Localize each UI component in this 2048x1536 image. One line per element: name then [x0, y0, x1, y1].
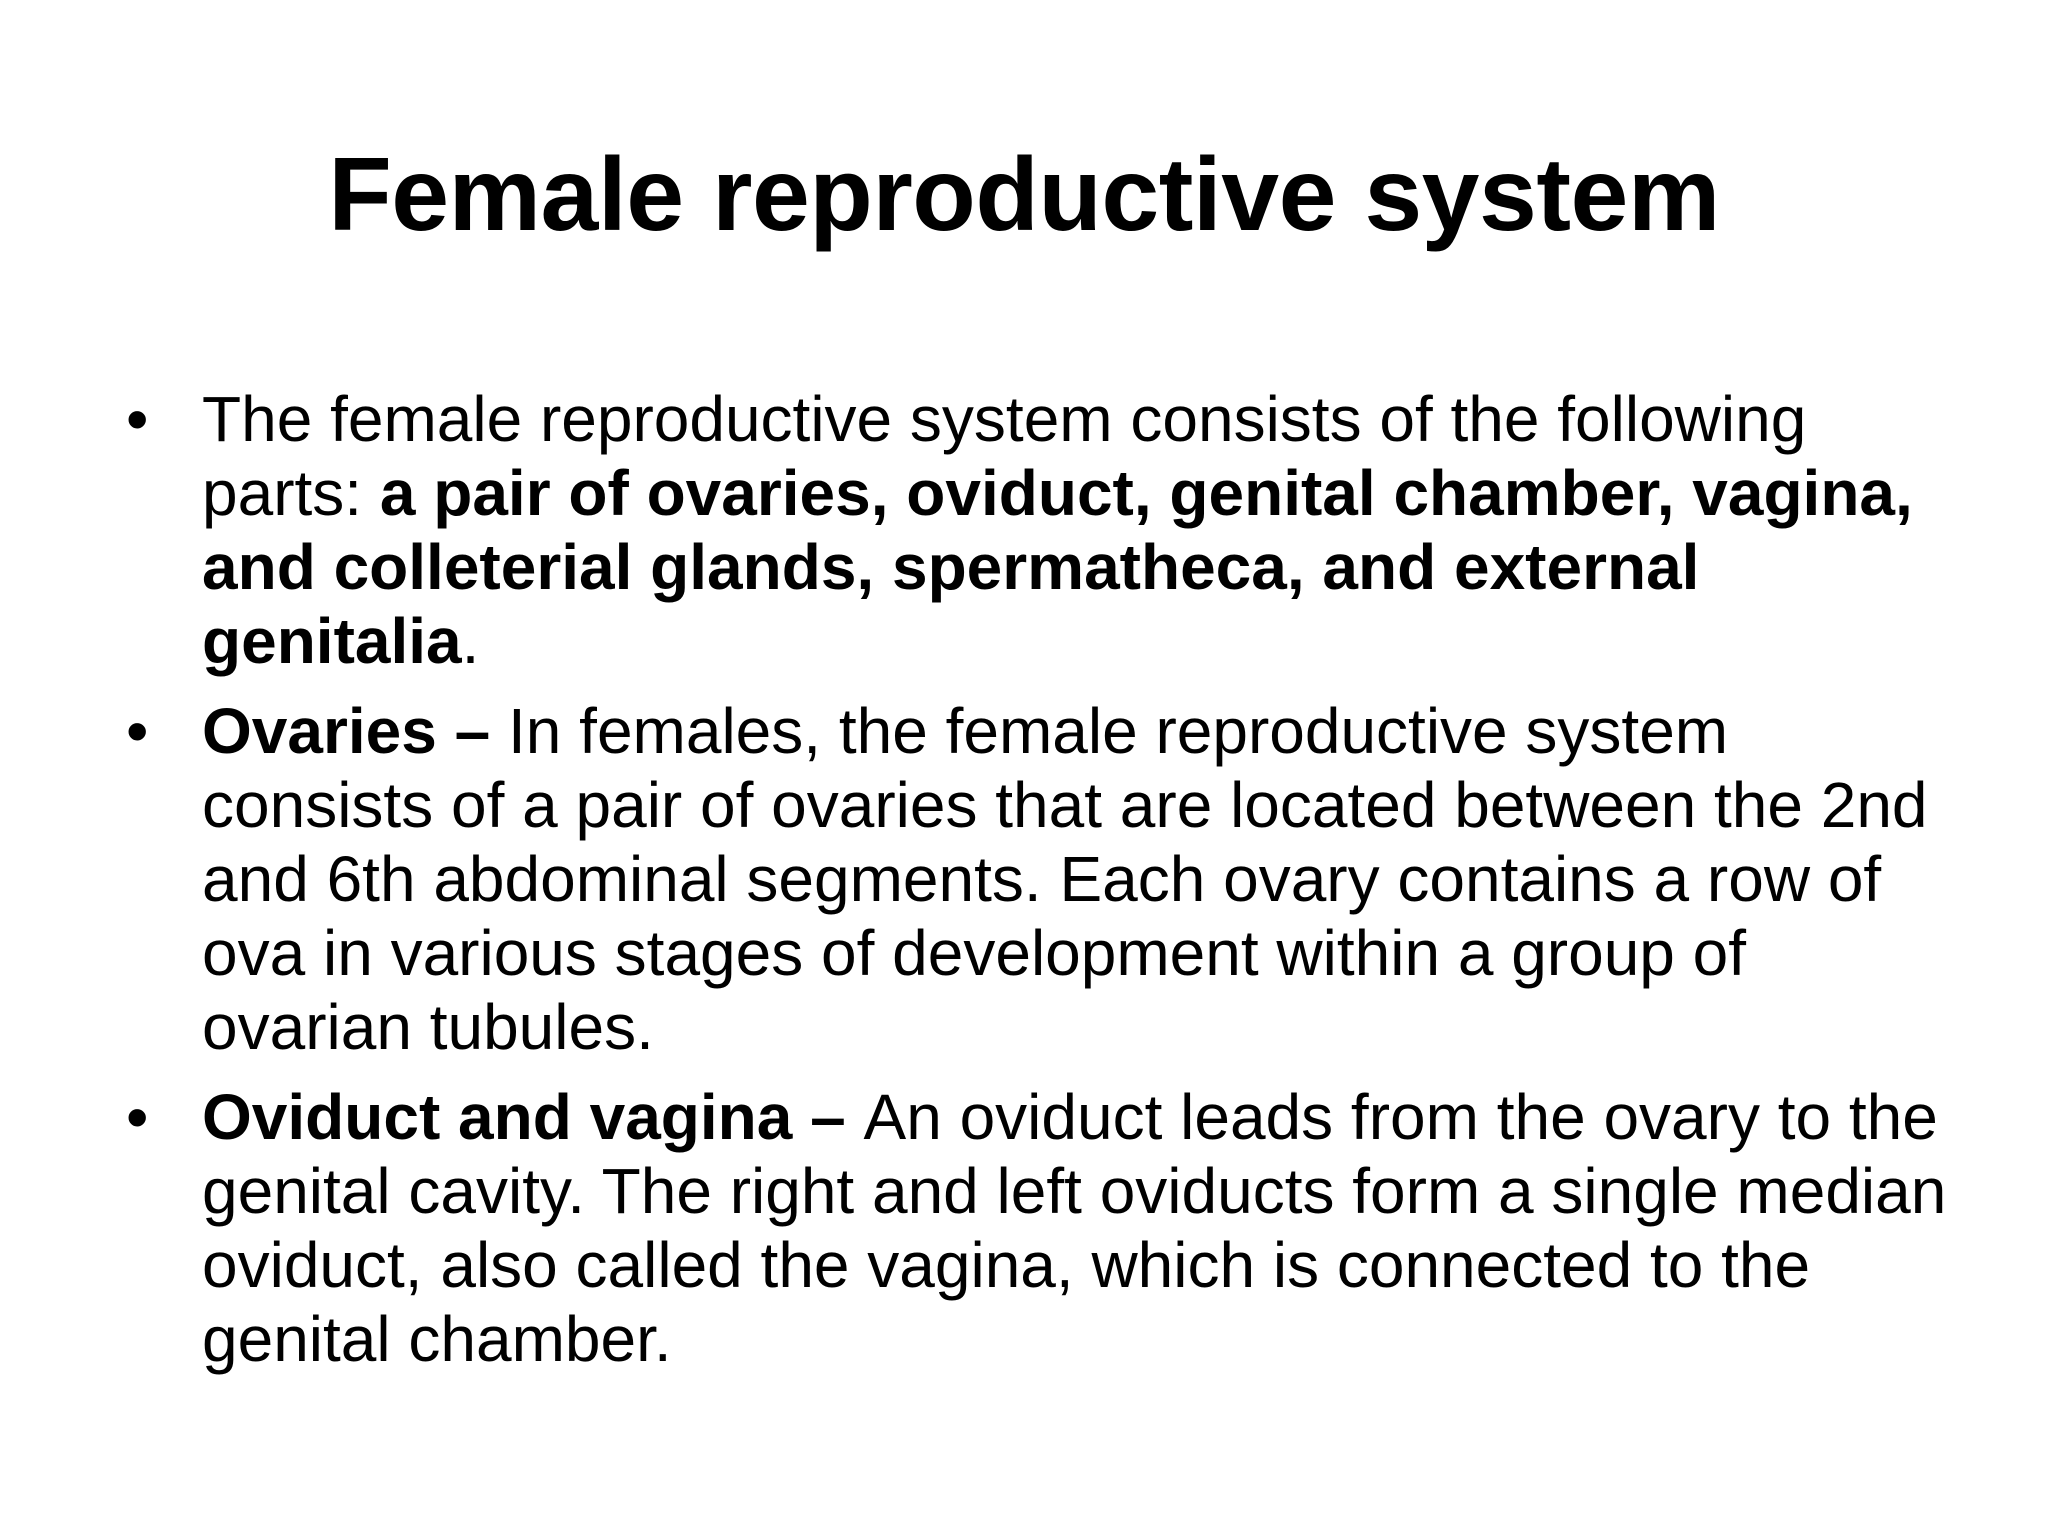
bullet-list [120, 382, 1950, 1392]
slide-title: Female reproductive system [328, 137, 1720, 253]
bullet-text: The female reproductive system consists of the following parts: [202, 383, 1807, 529]
bullet-item-parts [120, 382, 1950, 678]
bullet-bold-text: a pair of ovaries, oviduct, genital chamber, vagina, and colleterial glands, spermatheca, and external genitalia [202, 457, 1913, 677]
bullet-text: An oviduct leads from the ovary to the genital cavity. The right and left oviducts form a single median oviduct, also called the vagina, which is connected to the genital chamber. [202, 1081, 1947, 1375]
bullet-icon: • [126, 383, 149, 455]
bullet-item-ovaries [120, 694, 1950, 1064]
bullet-text: In females, the female reproductive system consists of a pair of ovaries that are located between the 2nd and 6th abdominal segments. Each ovary contains a row of ova in various stages of development within a group of ovarian tubules. [202, 695, 1928, 1063]
bullet-icon: • [126, 695, 149, 767]
bullet-item-oviduct [120, 1080, 1950, 1376]
bullet-heading: Ovaries – [202, 695, 508, 767]
bullet-heading: Oviduct and vagina – [202, 1081, 864, 1153]
bullet-text-end: . [461, 605, 480, 677]
bullet-icon: • [126, 1081, 149, 1153]
